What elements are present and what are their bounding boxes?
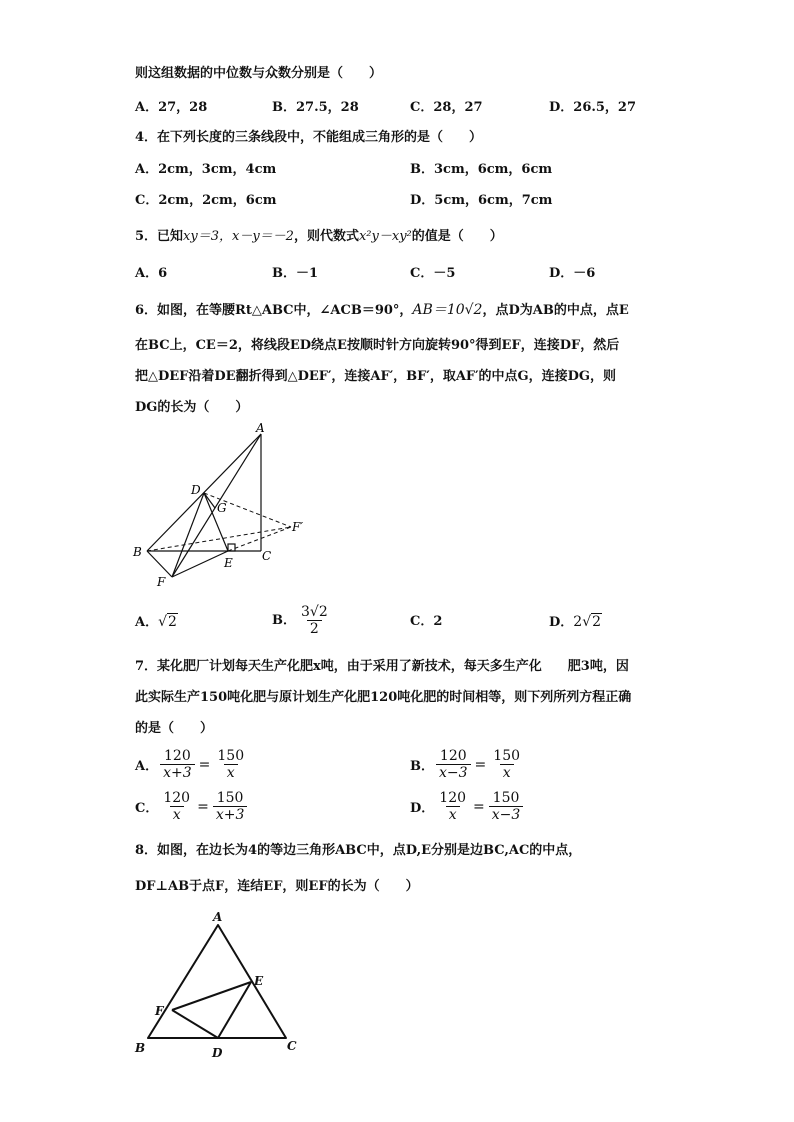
label-a: A — [213, 910, 223, 924]
label-f-prime: F′ — [292, 520, 304, 534]
fraction-numerator: 120 — [439, 790, 467, 806]
q4-stem: 4．在下列长度的三条线段中，不能组成三角形的是（ ） — [135, 130, 483, 145]
sqrt-icon: √2 — [158, 614, 177, 630]
q5-option-a[interactable]: A．6 — [135, 266, 168, 281]
fraction-denominator: x−3 — [489, 806, 524, 823]
q7-option-c[interactable]: C． $\frac{120}{x}$ = $\frac{150}{x+3}$ — [135, 790, 249, 823]
q7-option-a-label: A． — [135, 759, 159, 774]
q3-option-d[interactable]: D．26.5，27 — [549, 100, 637, 115]
fraction-numerator: 150 — [493, 748, 521, 764]
label-g: G — [217, 501, 227, 515]
q5-stem-b: ，则代数式 — [293, 229, 359, 244]
q7-stem-line1: 7．某化肥厂计划每天生产化肥x吨，由于采用了新技术，每天多生产化 肥3吨，因 — [135, 659, 629, 674]
q6-option-b[interactable] — [272, 604, 333, 637]
fraction-denominator: x — [446, 806, 460, 823]
q5-expression: x²y－xy² — [358, 229, 412, 244]
fraction-numerator: 120 — [164, 748, 191, 764]
q5-option-d[interactable]: D．－6 — [549, 266, 596, 281]
label-f: F — [155, 1004, 164, 1018]
q6-geometry-figure — [125, 420, 315, 590]
q7-option-c-label: C． — [135, 801, 159, 816]
q5-stem — [135, 227, 503, 247]
q7-stem-line2: 此实际生产150吨化肥与原计划生产化肥120吨化肥的时间相等，则下列所列方程正确 — [135, 690, 632, 705]
q4-option-a[interactable]: A．2cm，3cm，4cm — [135, 162, 277, 177]
q5-stem-a: 5．已知 — [135, 229, 184, 244]
q5-stem-c: 的值是（ ） — [411, 229, 503, 244]
label-c: C — [287, 1039, 297, 1053]
q7-option-a[interactable]: A． $\frac{120}{x+3}$ = $\frac{150}{x}$ — [135, 748, 249, 781]
segment-fd — [172, 1010, 218, 1038]
q3-stem-tail: 则这组数据的中位数与众数分别是（ ） — [135, 66, 383, 81]
q6-option-d[interactable] — [549, 612, 602, 633]
q6-option-b-denominator: 2 — [307, 620, 322, 637]
segment-ab — [147, 434, 261, 551]
q6-option-d-coef: 2 — [573, 614, 583, 630]
q3-option-a[interactable]: A．27，28 — [135, 100, 208, 115]
q5-condition: xy＝3，x－y＝－2 — [183, 229, 294, 244]
sqrt-icon: √ — [582, 614, 592, 630]
q8-stem-line1: 8．如图，在边长为4的等边三角形ABC中，点D,E分别是边BC,AC的中点， — [135, 843, 582, 858]
label-a: A — [256, 421, 265, 435]
label-b: B — [135, 1041, 146, 1055]
q6-stem-line2: 在BC上，CE＝2，将线段ED绕点E按顺时针方向旋转90°得到EF，连接DF，然后 — [135, 338, 620, 353]
label-d: D — [191, 483, 201, 497]
segment-bf — [147, 551, 172, 577]
label-f: F — [157, 575, 166, 589]
segment-ef-prime — [228, 527, 291, 551]
q6-option-a-label: A． — [135, 615, 159, 630]
q7-option-b[interactable]: B． $\frac{120}{x-3}$ = $\frac{150}{x}$ — [410, 748, 525, 781]
triangle-abc — [148, 925, 286, 1038]
fraction-numerator: 150 — [216, 790, 244, 806]
fraction-denominator: x — [170, 806, 184, 823]
q5-option-b[interactable]: B．－1 — [272, 266, 319, 281]
fraction-numerator: 150 — [492, 790, 520, 806]
q7-option-d[interactable]: D． $\frac{120}{x}$ = $\frac{150}{x-3}$ — [410, 790, 525, 823]
fraction-numerator: 150 — [217, 748, 245, 764]
label-e: E — [254, 974, 264, 988]
segment-fe — [172, 982, 251, 1010]
q6-option-a-value: 2 — [168, 614, 177, 630]
q6-line1-b: ，点D为AB的中点，点E — [482, 303, 629, 318]
q4-option-d[interactable]: D．5cm，6cm，7cm — [410, 193, 553, 208]
q7-option-b-label: B． — [410, 759, 434, 774]
q6-stem-line1 — [135, 300, 629, 321]
q4-option-b[interactable]: B．3cm，6cm，6cm — [410, 162, 553, 177]
q4-option-c[interactable]: C．2cm，2cm，6cm — [135, 193, 277, 208]
label-d: D — [212, 1046, 223, 1060]
label-c: C — [262, 549, 272, 563]
q6-option-d-value: 2 — [592, 614, 602, 630]
q6-option-b-numerator: 3√2 — [301, 604, 328, 620]
q6-option-a[interactable] — [135, 612, 178, 633]
q7-option-d-label: D． — [410, 801, 435, 816]
q8-geometry-figure — [125, 905, 315, 1065]
q6-option-d-label: D． — [549, 615, 574, 630]
segment-de — [218, 982, 251, 1038]
label-b: B — [133, 545, 142, 559]
q6-option-c[interactable]: C．2 — [410, 614, 443, 629]
q6-option-b-label: B． — [272, 612, 296, 628]
fraction-denominator: x−3 — [436, 764, 471, 781]
q3-option-c[interactable]: C．28，27 — [410, 100, 483, 115]
fraction-numerator: 120 — [163, 790, 191, 806]
fraction-denominator: x — [500, 764, 514, 781]
q7-stem-line3: 的是（ ） — [135, 721, 214, 736]
fraction-denominator: x+3 — [213, 806, 248, 823]
fraction-numerator: 120 — [439, 748, 467, 764]
q6-stem-line3: 把△DEF沿着DE翻折得到△DEF′，连接AF′，BF′，取AF′的中点G，连接DG，则 — [135, 369, 617, 384]
q6-line1-math: AB＝10√2 — [412, 302, 483, 318]
q8-stem-line2: DF⊥AB于点F，连结EF，则EF的长为（ ） — [135, 879, 419, 894]
q5-option-c[interactable]: C．－5 — [410, 266, 456, 281]
q3-option-b[interactable]: B．27.5，28 — [272, 100, 359, 115]
fraction-denominator: x+3 — [160, 764, 195, 781]
q6-line1-a: 6．如图，在等腰Rt△ABC中，∠ACB＝90°， — [135, 303, 413, 318]
q6-stem-line4: DG的长为（ ） — [135, 400, 249, 415]
fraction-denominator: x — [224, 764, 238, 781]
label-e: E — [224, 556, 233, 570]
